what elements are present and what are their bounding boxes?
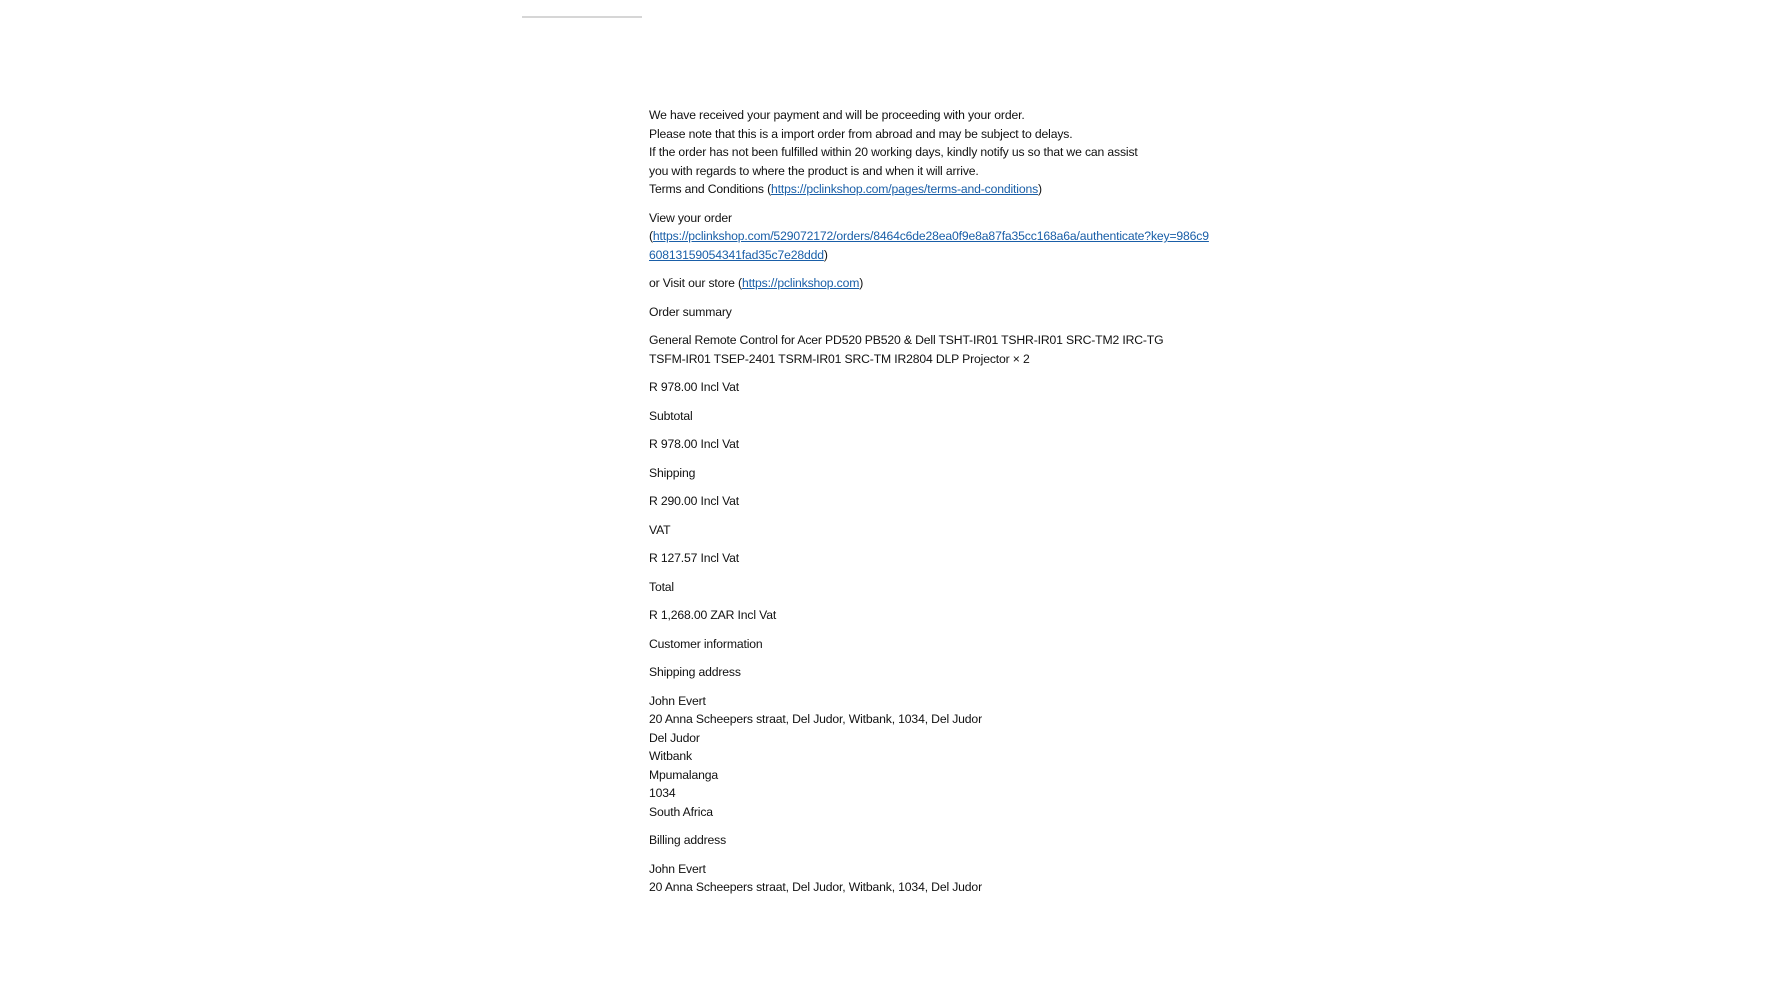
order-confirmation-email bbox=[649, 106, 1209, 907]
customer-info-heading: Customer information bbox=[649, 636, 763, 651]
terms-close-paren: ) bbox=[1038, 182, 1042, 196]
terms-line bbox=[649, 180, 1209, 199]
subtotal-value: R 978.00 Incl Vat bbox=[649, 437, 740, 451]
product-line: TSFM-IR01 TSEP-2401 TSRM-IR01 SRC-TM IR2804 DLP Projector × 2 bbox=[649, 351, 1030, 366]
total-value: R 1,268.00 ZAR Incl Vat bbox=[649, 608, 777, 622]
product-line: General Remote Control for Acer PD520 PB520 & Dell TSHT-IR01 TSHR-IR01 SRC-TM2 IRC-TG bbox=[649, 333, 1164, 347]
address-line: 20 Anna Scheepers straat, Del Judor, Witbank, 1034, Del Judor bbox=[649, 880, 982, 894]
view-order-link[interactable]: https://pclinkshop.com/529072172/orders/8464c6de28ea0f9e8a87fa35cc168a6a/authenticate?key=986c960813159054341fad35c7e28ddd bbox=[649, 229, 1209, 262]
store-line bbox=[649, 274, 1209, 293]
billing-address bbox=[649, 860, 1209, 897]
shipping-address-heading: Shipping address bbox=[649, 665, 741, 679]
vat-value: R 127.57 Incl Vat bbox=[649, 551, 740, 565]
store-close-paren: ) bbox=[859, 276, 864, 290]
top-divider bbox=[522, 16, 642, 18]
address-line: 1034 bbox=[649, 786, 676, 800]
store-paragraph bbox=[649, 274, 1209, 293]
shipping-value: R 290.00 Incl Vat bbox=[649, 494, 740, 508]
billing-address-heading: Billing address bbox=[649, 833, 727, 847]
intro-line: If the order has not been fulfilled within 20 working days, kindly notify us so that we can assist bbox=[649, 145, 1138, 159]
subtotal-label: Subtotal bbox=[649, 408, 693, 423]
intro-paragraph bbox=[649, 106, 1209, 199]
total-label: Total bbox=[649, 579, 674, 594]
address-line: Witbank bbox=[649, 749, 692, 763]
vat-label: VAT bbox=[649, 522, 671, 537]
store-label: or Visit our store ( bbox=[649, 276, 742, 290]
shipping-address bbox=[649, 692, 1209, 822]
product-price: R 978.00 Incl Vat bbox=[649, 380, 740, 394]
address-line: South Africa bbox=[649, 804, 713, 819]
view-order-close-paren: ) bbox=[823, 247, 828, 262]
product-description bbox=[649, 331, 1209, 368]
store-link[interactable]: https://pclinkshop.com bbox=[741, 276, 860, 290]
address-line: John Evert bbox=[649, 693, 706, 708]
shipping-label: Shipping bbox=[649, 465, 696, 480]
address-line: John Evert bbox=[649, 861, 706, 876]
address-line: 20 Anna Scheepers straat, Del Judor, Witbank, 1034, Del Judor bbox=[649, 712, 982, 726]
intro-line: you with regards to where the product is and when it will arrive. bbox=[649, 163, 979, 178]
address-line: Del Judor bbox=[649, 730, 700, 745]
terms-label: Terms and Conditions ( bbox=[649, 182, 772, 196]
intro-line: We have received your payment and will be proceeding with your order. bbox=[649, 108, 1025, 122]
terms-link[interactable]: https://pclinkshop.com/pages/terms-and-conditions bbox=[771, 182, 1039, 196]
order-summary-heading: Order summary bbox=[649, 304, 732, 319]
address-line: Mpumalanga bbox=[649, 767, 718, 782]
view-order-url-line bbox=[649, 229, 1209, 262]
view-order-open-paren: ( bbox=[649, 229, 653, 243]
view-order-label: View your order bbox=[649, 210, 732, 225]
intro-line: Please note that this is a import order from abroad and may be subject to delays. bbox=[649, 126, 1073, 141]
view-order-paragraph bbox=[649, 209, 1209, 265]
